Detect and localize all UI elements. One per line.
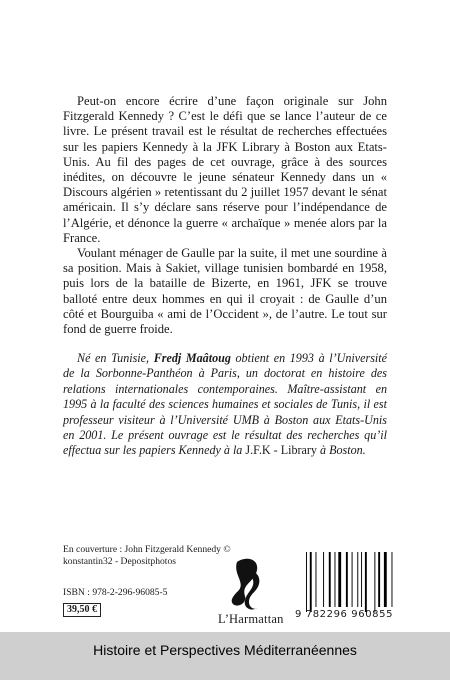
- barcode-bar: [392, 552, 393, 607]
- price-tag: 39,50 €: [63, 603, 101, 617]
- barcode-bar: [306, 552, 307, 612]
- cover-photo-credit: En couverture : John Fitzgerald Kennedy © konstantin32 - Depositphotos: [63, 544, 231, 568]
- barcode-bar: [384, 552, 387, 607]
- publisher-name: L’Harmattan: [218, 612, 284, 626]
- barcode-bar: [374, 552, 375, 612]
- author-biography: Né en Tunisie, Fredj Maâtoug obtient en 1993 à l’Université de la Sorbonne-Panthéon à Paris, un doctorat en histoire des relations internationales contemporaines. Maître-assistant en 1995 à la faculté des sciences humaines et sociales de Tunis, il est professeur visiteur à l’Université UMB à Boston aux Etats-Unis en 2001. Le présent ouvrage est le résultat des recherches qu’il effectua sur les papiers Kennedy à la J.F.K - Library à Boston.: [63, 351, 387, 458]
- back-cover-summary: [63, 94, 387, 337]
- barcode-bar: [352, 552, 353, 607]
- barcode-bar: [338, 552, 341, 607]
- summary-paragraph-1: Peut-on encore écrire d’une façon originale sur John Fitzgerald Kennedy ? C’est le défi que se lance l’auteur de ce livre. Le présent travail est le résultat de recherches effectuées sur les papiers Kennedy à la JFK Library à Boston aux Etats-Unis. Au fil des pages de cet ouvrage, grâce à des sources inédites, on découvre le jeune sénateur Kennedy dans un « Discours algérien » retentissant du 2 juillet 1957 devant le sénat américain. Il s’y déclare sans réserve pour l’indépendance de l’Algérie, et dénonce la guerre « archaïque » menée alors par la France.: [63, 94, 387, 245]
- barcode-bar: [378, 552, 380, 607]
- author-name: Fredj Maâtoug: [153, 351, 231, 365]
- barcode-bar: [316, 552, 317, 607]
- summary-paragraph-2: Voulant ménager de Gaulle par la suite, il met une sourdine à sa position. Mais à Sakiet, village tunisien bombardé en 1958, puis lors de la bataille de Bizerte, en 1961, JFK se trouve balloté entre deux hommes en qui il croyait : de Gaulle d’un côté et Bourguiba « ami de l’Occident », de l’autre. Le tout sur fond de guerre froide.: [63, 246, 387, 337]
- series-title: Histoire et Perspectives Méditerranéennes: [93, 642, 357, 658]
- barcode-bar: [357, 552, 358, 607]
- series-banner: [0, 632, 450, 680]
- barcode-bar: [365, 552, 367, 612]
- barcode-bar: [346, 552, 348, 607]
- barcode-number: 9 782296 960855: [295, 609, 394, 620]
- barcode-bar: [323, 552, 324, 607]
- barcode-bar: [335, 552, 336, 607]
- barcode-bar: [361, 552, 362, 607]
- barcode-bar: [329, 552, 331, 607]
- barcode-bar: [310, 552, 312, 612]
- isbn: ISBN : 978-2-296-96085-5: [63, 587, 168, 598]
